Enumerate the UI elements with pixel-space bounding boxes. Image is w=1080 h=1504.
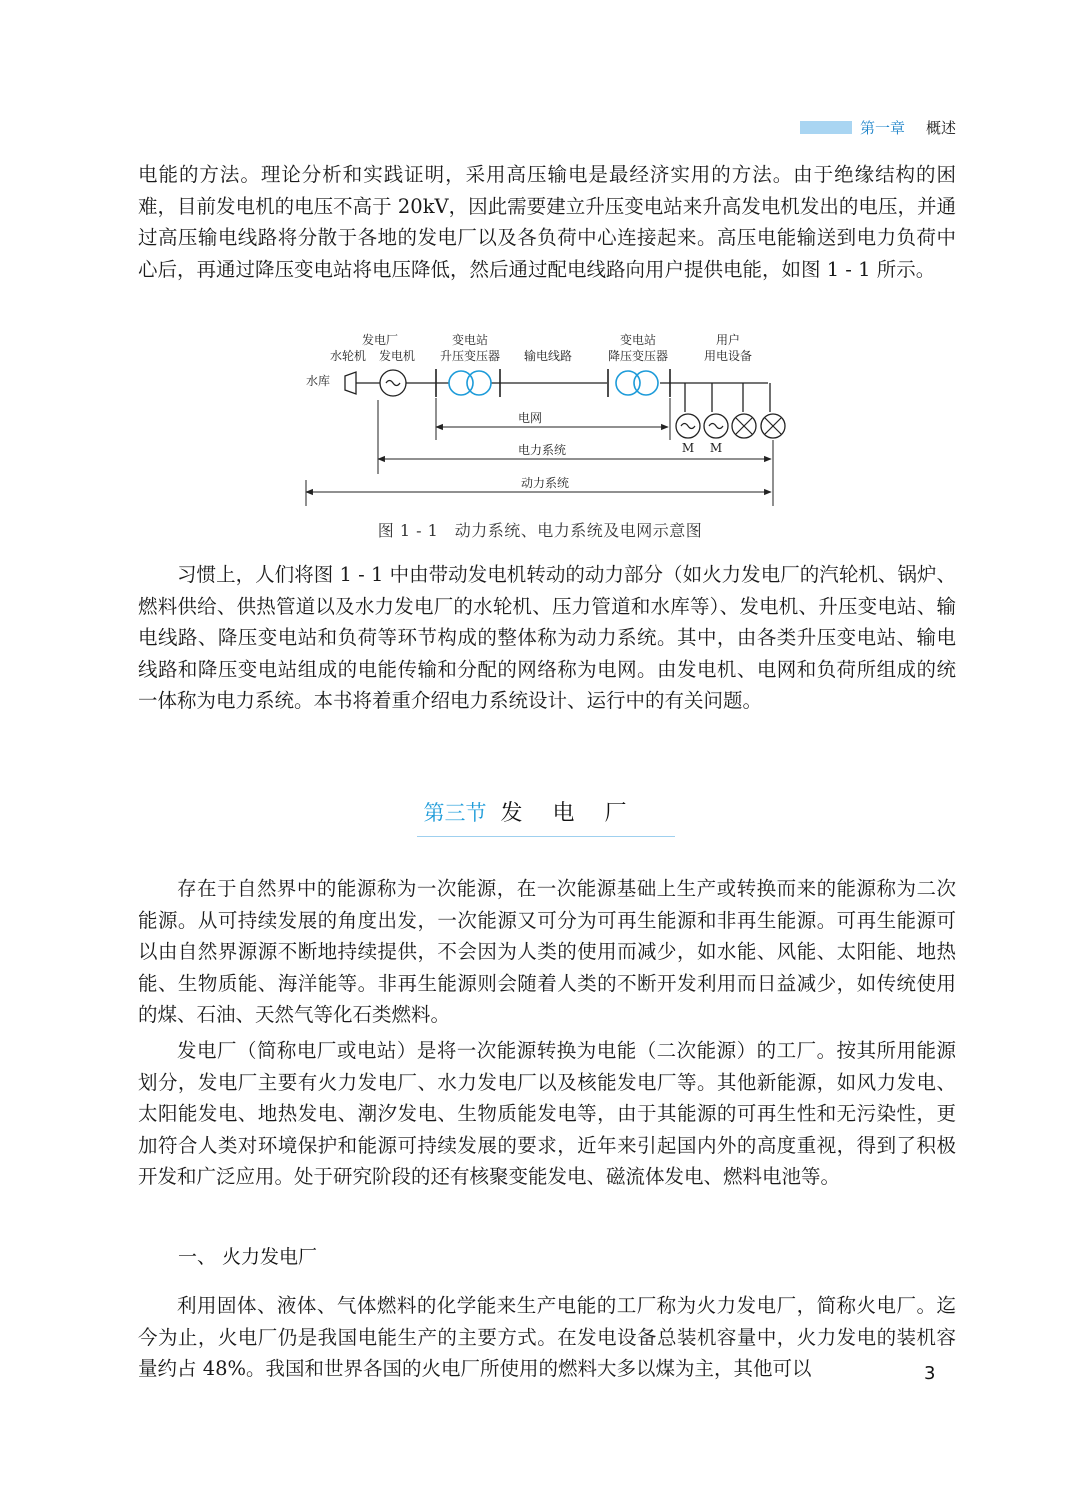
section-underline bbox=[417, 836, 675, 837]
label-motor-1: M bbox=[681, 441, 695, 455]
figure-1-1 bbox=[290, 328, 790, 518]
label-generator: 发电机 bbox=[378, 349, 416, 363]
section-name: 发电厂 bbox=[500, 801, 657, 826]
header-title: 概述 bbox=[926, 119, 957, 137]
label-user-equipment: 用电设备 bbox=[703, 349, 753, 363]
paragraph-3: 存在于自然界中的能源称为一次能源，在一次能源基础上生产或转换而来的能源称为二次能源。从可持续发展的角度出发，一次能源又可分为可再生能源和非再生能源。可再生能源可以由自然界源源不断地持续提供，不会因为人类的使用而减少，如水能、风能、太阳能、地热能、生物质能、海洋能等。非再生能源则会随着人类的不断开发利用而日益减少，如传统使用的煤、石油、天然气等化石类燃料。 bbox=[138, 877, 956, 1027]
paragraph-1: 电能的方法。理论分析和实践证明，采用高压输电是最经济实用的方法。由于绝缘结构的困难，目前发电机的电压不高于 20kV，因此需要建立升压变电站来升高发电机发出的电压，并通过高压输电线路将分散于各地的发电厂以及各负荷中心连接起来。高压电能输送到电力负荷中心后，再通过降压变电站将电压降低，然后通过配电线路向用户提供电能，如图 1 - 1 所示。 bbox=[138, 163, 956, 281]
section-number: 第三节 bbox=[423, 801, 487, 825]
header-chapter: 第一章 bbox=[860, 119, 906, 137]
label-power-system: 电力系统 bbox=[517, 443, 567, 457]
power-system-diagram bbox=[290, 328, 790, 518]
running-header bbox=[0, 116, 1080, 140]
label-reservoir: 水库 bbox=[305, 374, 331, 388]
paragraph-4: 发电厂（简称电厂或电站）是将一次能源转换为电能（二次能源）的工厂。按其所用能源划分，发电厂主要有火力发电厂、水力发电厂以及核能发电厂等。其他新能源，如风力发电、太阳能发电、地热发电、潮汐发电、生物质能发电等，由于其能源的可再生性和无污染性，更加符合人类对环境保护和能源可持续发展的要求，近年来引起国内外的高度重视，得到了积极开发和广泛应用。处于研究阶段的还有核聚变能发电、磁流体发电、燃料电池等。 bbox=[138, 1039, 956, 1189]
label-step-up: 升压变压器 bbox=[439, 349, 501, 363]
label-substation-1: 变电站 bbox=[451, 333, 489, 347]
figure-caption: 图 1 - 1 动力系统、电力系统及电网示意图 bbox=[377, 521, 703, 540]
label-user: 用户 bbox=[715, 333, 741, 347]
label-grid: 电网 bbox=[517, 411, 543, 425]
label-motor-2: M bbox=[709, 441, 723, 455]
paragraph-2: 习惯上，人们将图 1 - 1 中由带动发电机转动的动力部分（如火力发电厂的汽轮机、锅炉、燃料供给、供热管道以及水力发电厂的水轮机、压力管道和水库等）、发电机、升压变电站、输电线路、降压变电站和负荷等环节构成的整体称为动力系统。其中，由各类升压变电站、输电线路和降压变电站组成的电能传输和分配的网络称为电网。由发电机、电网和负荷所组成的统一体称为电力系统。本书将着重介绍电力系统设计、运行中的有关问题。 bbox=[138, 563, 956, 713]
subheading: 一、 火力发电厂 bbox=[178, 1246, 318, 1268]
label-dynamic-system: 动力系统 bbox=[520, 476, 570, 490]
label-substation-2: 变电站 bbox=[619, 333, 657, 347]
section-heading bbox=[0, 796, 1080, 827]
label-water-turbine: 水轮机 bbox=[329, 349, 367, 363]
label-transmission-line: 输电线路 bbox=[523, 349, 573, 363]
turbine-symbol bbox=[345, 372, 356, 394]
header-accent-bar bbox=[800, 121, 852, 134]
label-step-down: 降压变压器 bbox=[607, 349, 669, 363]
paragraph-5: 利用固体、液体、气体燃料的化学能来生产电能的工厂称为火力发电厂，简称火电厂。迄今为止，火电厂仍是我国电能生产的主要方式。在发电设备总装机容量中，火力发电的装机容量约占 48%。我国和世界各国的火电厂所使用的燃料大多以煤为主，其他可以 bbox=[138, 1294, 956, 1381]
label-power-plant: 发电厂 bbox=[361, 333, 399, 347]
page-number: 3 bbox=[924, 1363, 936, 1384]
